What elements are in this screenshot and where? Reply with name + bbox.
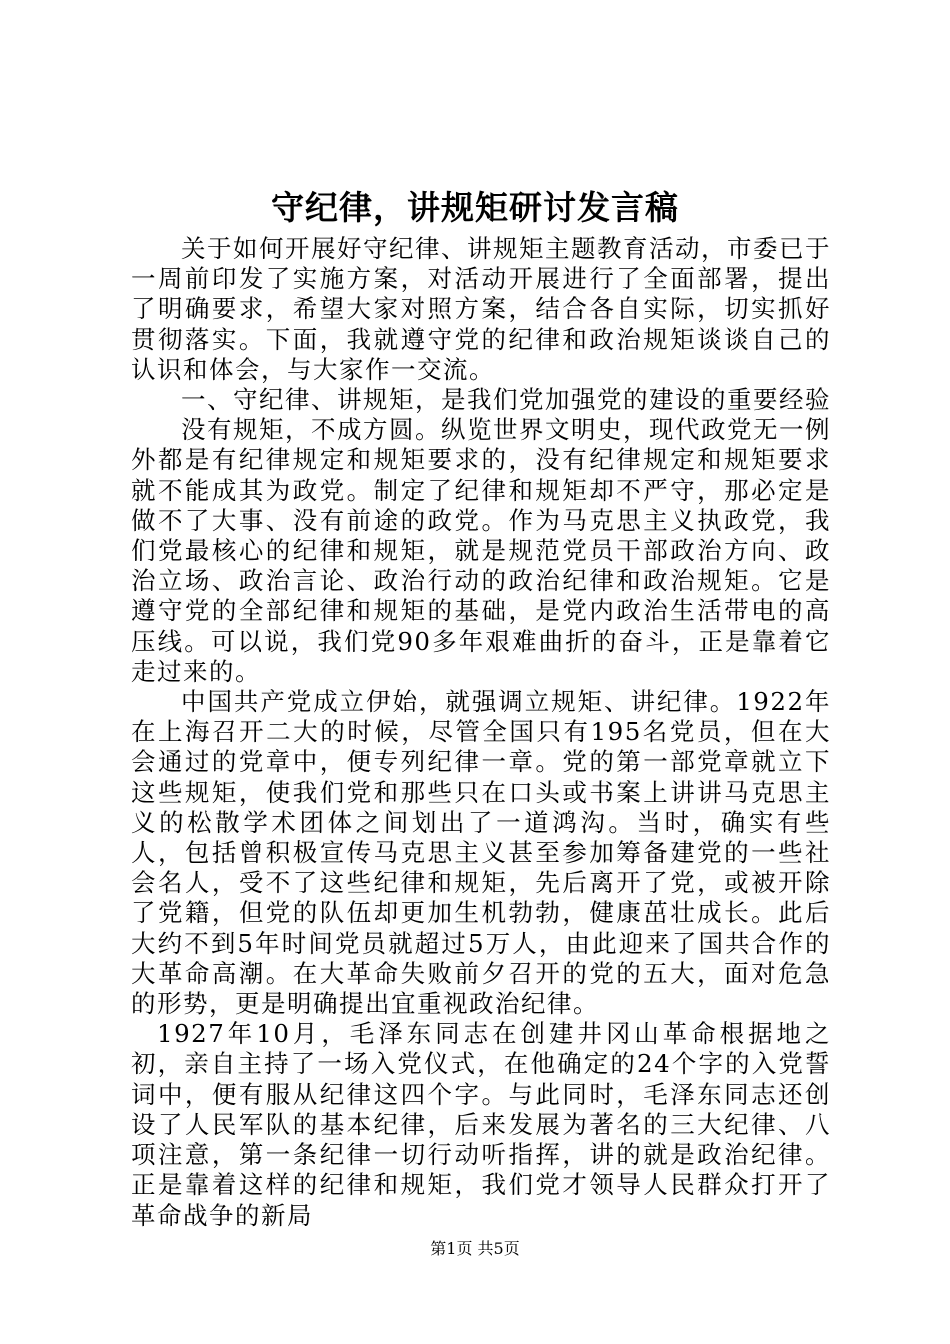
document-title: 守纪律，讲规矩研讨发言稿 [271, 188, 679, 227]
section-heading: 一、守纪律、讲规矩，是我们党加强党的建设的重要经验 [181, 385, 831, 415]
paragraph-intro: 关于如何开展好守纪律、讲规矩主题教育活动，市委已于一周前印发了实施方案，对活动开展进行了全面部署，提出了明确要求，希望大家对照方案，结合各自实际，切实抓好贯彻落实。下面，我就遵守党的纪律和政治规矩谈谈自己的认识和体会，与大家作一交流。 [131, 234, 831, 384]
paragraph-rules: 没有规矩，不成方圆。纵览世界文明史，现代政党无一例外都是有纪律规定和规矩要求的，没有纪律规定和规矩要求就不能成其为政党。制定了纪律和规矩却不严守，那必定是做不了大事、没有前途的政党。作为马克思主义执政党，我们党最核心的纪律和规矩，就是规范党员干部政治方向、政治立场、政治言论、政治行动的政治纪律和政治规矩。它是遵守党的全部纪律和规矩的基础，是党内政治生活带电的高压线。可以说，我们党90多年艰难曲折的奋斗，正是靠着它走过来的。 [131, 415, 831, 686]
paragraph-history: 中国共产党成立伊始，就强调立规矩、讲纪律。1922年在上海召开二大的时候，尽管全国只有195名党员，但在大会通过的党章中，便专列纪律一章。党的第一部党章就立下这些规矩，使我们党和那些只在口头或书案上讲讲马克思主义的松散学术团体之间划出了一道鸿沟。当时，确实有些人，包括曾积极宣传马克思主义甚至参加筹备建党的一些社会名人，受不了这些纪律和规矩，先后离开了党，或被开除了党籍，但党的队伍却更加生机勃勃，健康茁壮成长。此后大约不到5年时间党员就超过5万人，由此迎来了国共合作的大革命高潮。在大革命失败前夕召开的党的五大，面对危急的形势，更是明确提出宜重视政治纪律。 [131, 687, 831, 1019]
document-body [131, 234, 831, 1231]
paragraph-1927: 1927年10月，毛泽东同志在创建井冈山革命根据地之初，亲自主持了一场入党仪式，在他确定的24个字的入党誓词中，便有服从纪律这四个字。与此同时，毛泽东同志还创设了人民军队的基本纪律，后来发展为著名的三大纪律、八项注意，第一条纪律一切行动听指挥，讲的就是政治纪律。正是靠着这样的纪律和规矩，我们党才领导人民群众打开了革命战争的新局 [131, 1019, 831, 1230]
page-number: 第1页 共5页 [430, 1239, 520, 1258]
